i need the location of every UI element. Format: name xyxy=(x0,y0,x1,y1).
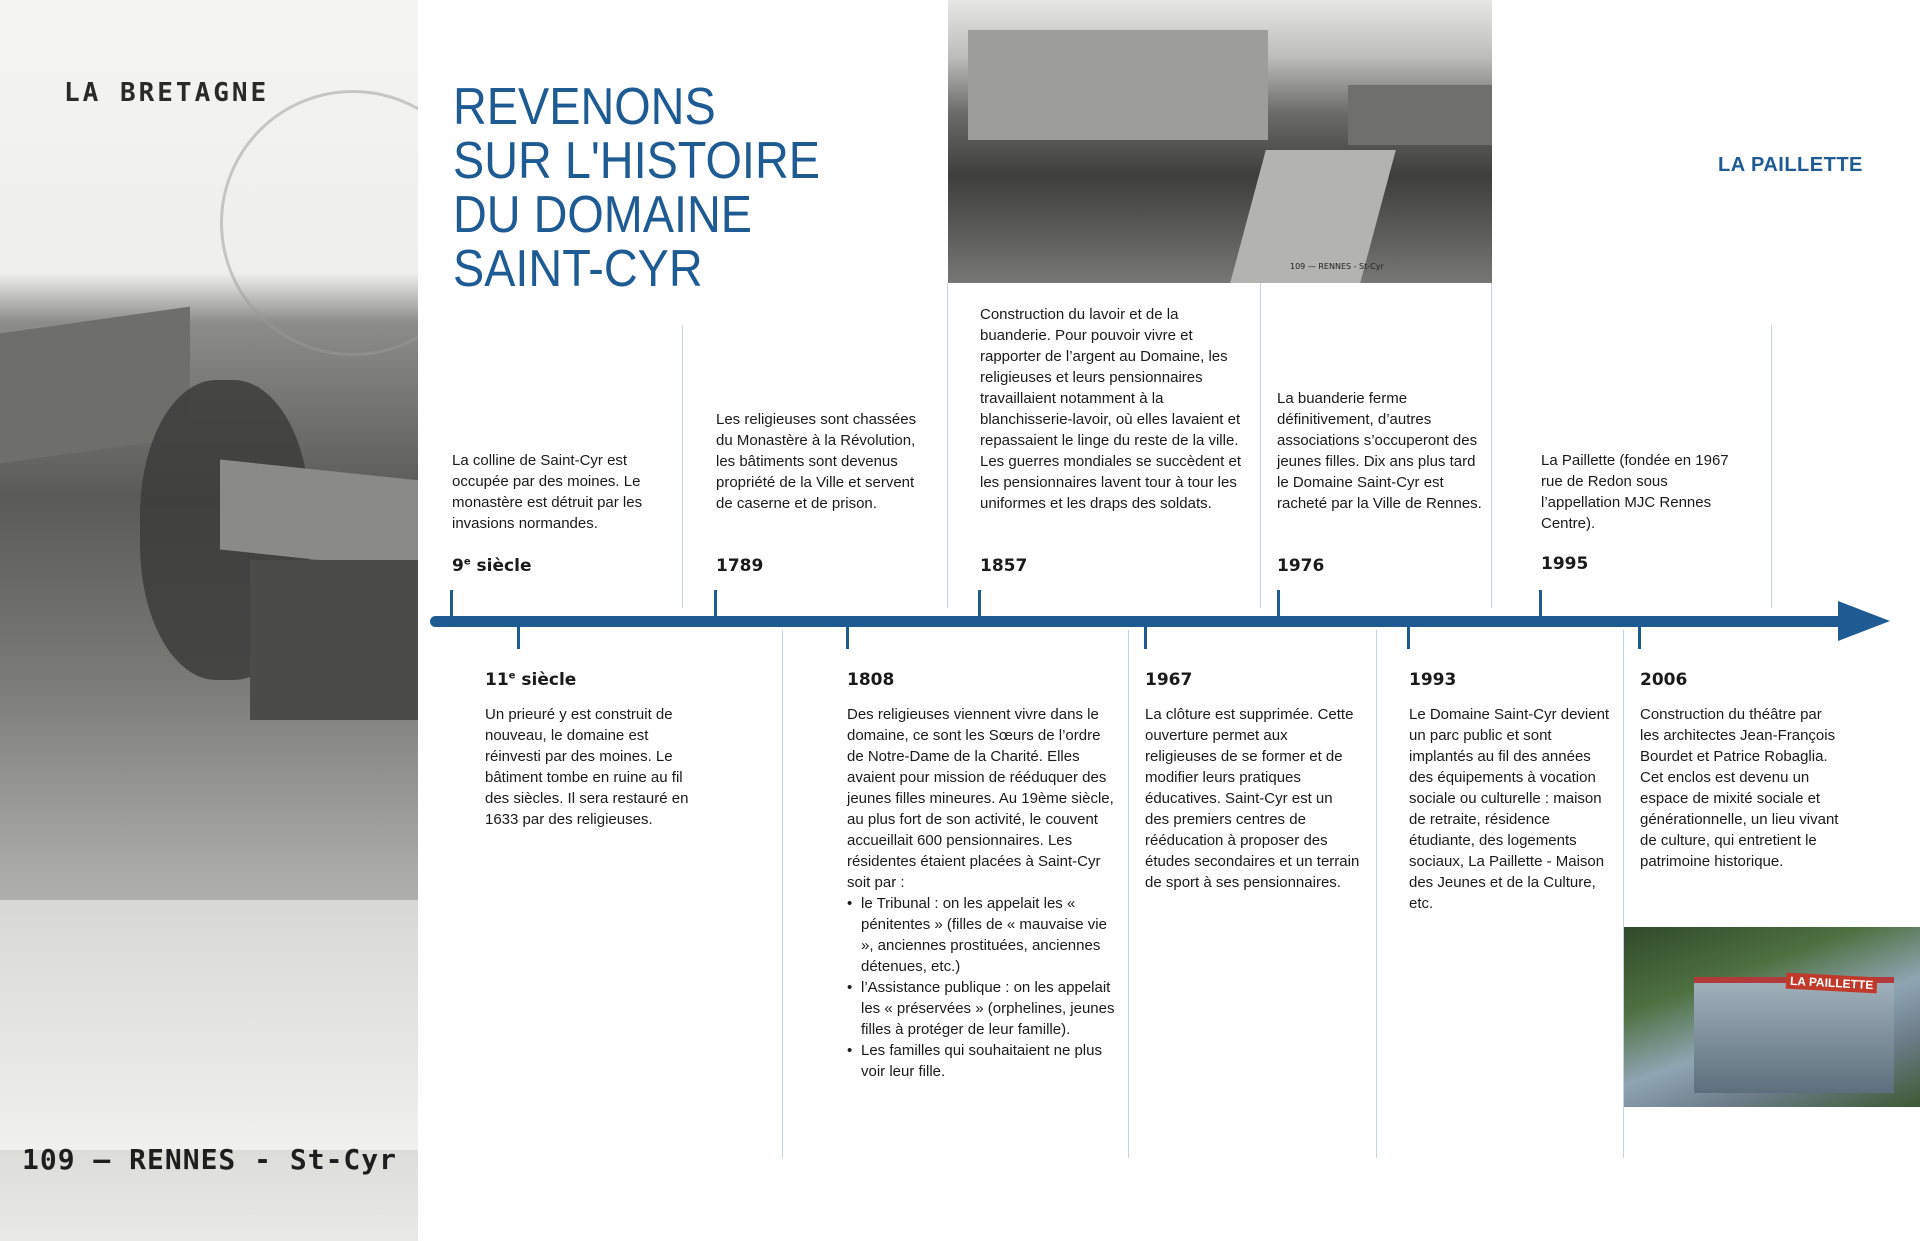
timeline-tick xyxy=(450,590,453,616)
event-description: La buanderie ferme définitivement, d’autres associations s’occuperont des jeunes filles. Dix ans plus tard le Domaine Saint-Cyr est racheté par la Ville de Rennes. xyxy=(1277,390,1482,512)
timeline-tick xyxy=(517,623,520,649)
building-sign: LA PAILLETTE xyxy=(1786,973,1878,994)
event-year: 1976 xyxy=(1277,556,1325,576)
photo-building xyxy=(968,30,1268,140)
event-bullet-list xyxy=(847,893,1119,1082)
top-photo-caption: 109 — RENNES - St-Cyr xyxy=(1290,262,1384,271)
event-description: La clôture est supprimée. Cette ouverture permet aux religieuses de se former et de modifier leurs pratiques éducatives. Saint-Cyr est un des premiers centres de rééducation à proposer des études secondaires et un terrain de sport à ses pensionnaires. xyxy=(1145,706,1360,891)
photo-glass-facade xyxy=(1694,977,1894,1093)
photo-water xyxy=(0,900,418,1150)
event-description: Construction du lavoir et de la buanderie. Pour pouvoir vivre et rapporter de l’argent au Domaine, les religieuses et leurs pensionnaires travaillaient notamment à la blanchisserie-lavoir, où elles lavaient et repassaient le linge du reste de la ville. Les guerres mondiales se succèdent et les pensionnaires lavent tour à tour les uniformes et les draps des soldats. xyxy=(980,306,1241,512)
event-year: 1808 xyxy=(847,670,895,690)
column-separator xyxy=(1260,283,1261,608)
column-separator xyxy=(682,325,683,608)
year-number: 9 xyxy=(452,556,464,576)
event-year: 1857 xyxy=(980,556,1028,576)
event-bullet: • Les familles qui souhaitaient ne plus voir leur fille. xyxy=(861,1040,1119,1082)
event-year: 1995 xyxy=(1541,554,1589,574)
photo-building xyxy=(1348,85,1492,145)
year-superscript: e xyxy=(508,670,516,682)
title-line: SAINT-CYR xyxy=(453,240,703,298)
event-description: Le Domaine Saint-Cyr devient un parc public et sont implantés au fil des années des équipements à vocation sociale ou culturelle : maison de retraite, résidence étudiante, des logements sociaux, La Paillette - Maison des Jeunes et de la Culture, etc. xyxy=(1409,706,1610,912)
timeline-tick xyxy=(1638,623,1641,649)
event-year: 1789 xyxy=(716,556,764,576)
title-line: DU DOMAINE xyxy=(453,186,753,244)
column-separator xyxy=(1376,630,1377,1158)
postmark-stamp xyxy=(220,90,418,356)
page-title xyxy=(453,80,820,296)
photo-wall xyxy=(250,560,418,720)
event-year: 2006 xyxy=(1640,670,1688,690)
timeline-tick xyxy=(846,623,849,649)
event-description: Des religieuses viennent vivre dans le domaine, ce sont les Sœurs de l’ordre de Notre-Dame de la Charité. Elles avaient pour mission de rééduquer des jeunes filles mineures. Au 19ème siècle, au plus fort de son activité, le couvent accueillait 600 pensionnaires. Les résidentes étaient placées à Saint-Cyr soit par : xyxy=(847,706,1114,891)
timeline-tick xyxy=(1277,590,1280,616)
column-separator xyxy=(782,630,783,1158)
event-year xyxy=(485,670,576,690)
column-separator xyxy=(947,283,948,608)
timeline-arrow-icon xyxy=(1838,601,1890,641)
year-suffix: siècle xyxy=(515,670,577,690)
event-bullet: • le Tribunal : on les appelait les « pénitentes » (filles de « mauvaise vie », anciennes prostituées, anciennes détenues, etc.) xyxy=(861,893,1119,977)
year-number: 11 xyxy=(485,670,509,690)
event-year: 1993 xyxy=(1409,670,1457,690)
brand-label: LA PAILLETTE xyxy=(1718,154,1863,176)
title-line: REVENONS xyxy=(453,78,716,136)
timeline-tick xyxy=(1144,623,1147,649)
timeline-tick xyxy=(1407,623,1410,649)
la-paillette-building-photo xyxy=(1624,927,1920,1107)
column-separator xyxy=(1491,283,1492,608)
postcard-photo-left xyxy=(0,0,418,1241)
event-bullet: • l’Assistance publique : on les appelait les « préservées » (orphelines, jeunes filles à protéger de leur famille). xyxy=(861,977,1119,1040)
postcard-top-text: LA BRETAGNE xyxy=(64,78,270,108)
timeline-tick xyxy=(978,590,981,616)
event-description: La Paillette (fondée en 1967 rue de Redon sous l’appellation MJC Rennes Centre). xyxy=(1541,452,1729,532)
event-description: Un prieuré y est construit de nouveau, le domaine est réinvesti par des moines. Le bâtiment tombe en ruine au fil des siècles. Il sera restauré en 1633 par des religieuses. xyxy=(485,706,689,828)
timeline-tick xyxy=(1539,590,1542,616)
postcard-bottom-text: 109 — RENNES - St-Cyr xyxy=(22,1143,398,1176)
event-description: La colline de Saint-Cyr est occupée par des moines. Le monastère est détruit par les invasions normandes. xyxy=(452,452,643,532)
timeline-tick xyxy=(714,590,717,616)
event-description: Les religieuses sont chassées du Monastère à la Révolution, les bâtiments sont devenus propriété de la Ville et servent de caserne et de prison. xyxy=(716,411,917,512)
year-suffix: siècle xyxy=(470,556,532,576)
event-year: 1967 xyxy=(1145,670,1193,690)
postcard-photo-top xyxy=(948,0,1492,283)
column-separator xyxy=(1771,325,1772,608)
column-separator xyxy=(1128,630,1129,1158)
year-superscript: e xyxy=(463,556,471,568)
event-year xyxy=(452,556,531,576)
event-description: Construction du théâtre par les architectes Jean-François Bourdet et Patrice Robaglia. Cet enclos est devenu un espace de mixité sociale et générationnelle, un lieu vivant de culture, qui entretient le patrimoine historique. xyxy=(1640,706,1839,870)
title-line: SUR L'HISTOIRE xyxy=(453,132,820,190)
